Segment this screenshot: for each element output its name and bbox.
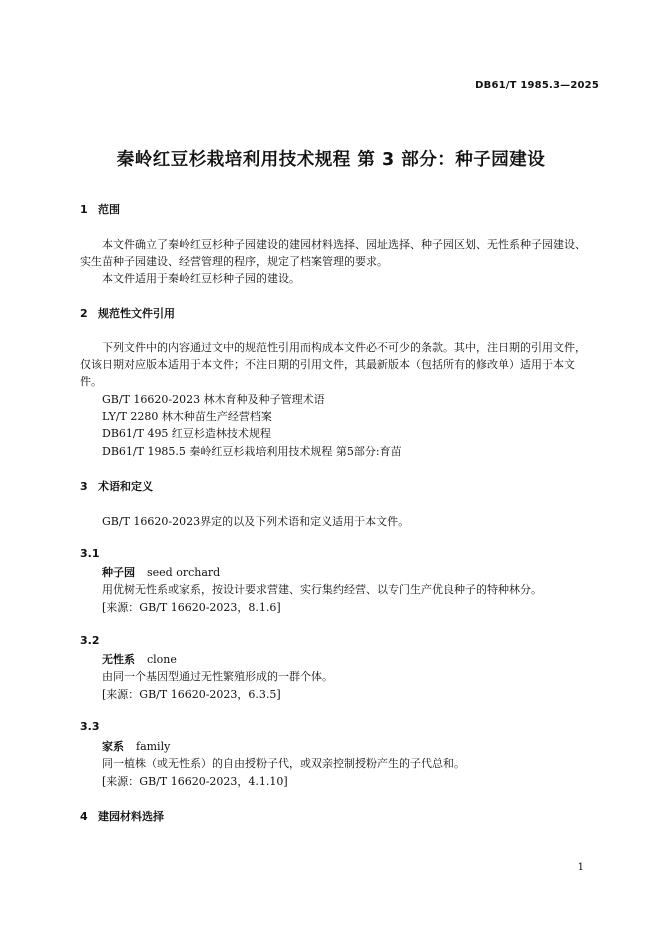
term-chinese: 种子园 <box>102 566 135 579</box>
section-3-number: 3 <box>80 480 88 493</box>
term-number: 3.2 <box>80 634 100 647</box>
term-chinese: 无性系 <box>102 653 135 666</box>
reference-item: GB/T 16620-2023 林木育种及种子管理术语 <box>102 393 325 406</box>
term-english: family <box>136 740 171 753</box>
term-english: clone <box>147 653 177 666</box>
term-entry <box>102 651 177 667</box>
term-source: [来源：GB/T 16620-2023，4.1.10] <box>102 775 288 788</box>
section-2-heading <box>80 305 175 321</box>
term-definition: 同一植株（或无性系）的自由授粉子代，或双亲控制授粉产生的子代总和。 <box>102 757 465 770</box>
section-3-intro: GB/T 16620-2023界定的以及下列术语和定义适用于本文件。 <box>102 515 410 528</box>
term-chinese: 家系 <box>102 740 124 753</box>
term-number: 3.3 <box>80 720 100 733</box>
section-1-number: 1 <box>80 203 88 216</box>
section-1-line-2: 实生苗种子园建设、经营管理的程序，规定了档案管理的要求。 <box>80 255 388 268</box>
document-title: 秦岭红豆杉栽培利用技术规程 第 3 部分：种子园建设 <box>116 150 546 170</box>
term-source: [来源：GB/T 16620-2023，6.3.5] <box>102 688 281 701</box>
term-source: [来源：GB/T 16620-2023，8.1.6] <box>102 601 281 614</box>
page-number: 1 <box>577 862 584 873</box>
term-entry <box>102 564 220 580</box>
section-2-title: 规范性文件引用 <box>98 307 175 320</box>
section-2-number: 2 <box>80 307 88 320</box>
reference-item: DB61/T 1985.5 秦岭红豆杉栽培利用技术规程 第5部分:育苗 <box>102 445 402 458</box>
section-1-heading <box>80 201 120 217</box>
reference-item: DB61/T 495 红豆杉造林技术规程 <box>102 427 271 440</box>
section-3-heading <box>80 478 153 494</box>
section-3-title: 术语和定义 <box>98 480 153 493</box>
term-definition: 由同一个基因型通过无性繁殖形成的一群个体。 <box>102 670 333 683</box>
section-2-line-3: 件。 <box>80 375 102 388</box>
section-4-number: 4 <box>80 810 88 823</box>
section-4-heading <box>80 808 164 824</box>
reference-item: LY/T 2280 林木种苗生产经营档案 <box>102 410 272 423</box>
section-4-title: 建园材料选择 <box>98 810 164 823</box>
section-2-line-2: 仅该日期对应版本适用于本文件；不注日期的引用文件，其最新版本（包括所有的修改单）适用于本文 <box>80 358 575 371</box>
term-entry <box>102 738 170 754</box>
section-2-line-1: 下列文件中的内容通过文中的规范性引用而构成本文件必不可少的条款。其中，注日期的引用文件， <box>102 341 586 354</box>
standard-number: DB61/T 1985.3—2025 <box>475 80 599 91</box>
term-definition: 用优树无性系或家系，按设计要求营建、实行集约经营、以专门生产优良种子的特种林分。 <box>102 583 542 596</box>
section-1-line-1: 本文件确立了秦岭红豆杉种子园建设的建园材料选择、园址选择、种子园区划、无性系种子园建设、 <box>102 238 586 251</box>
section-1-title: 范围 <box>98 203 120 216</box>
term-number: 3.1 <box>80 547 100 560</box>
section-1-line-3: 本文件适用于秦岭红豆杉种子园的建设。 <box>102 272 300 285</box>
term-english: seed orchard <box>147 566 221 579</box>
